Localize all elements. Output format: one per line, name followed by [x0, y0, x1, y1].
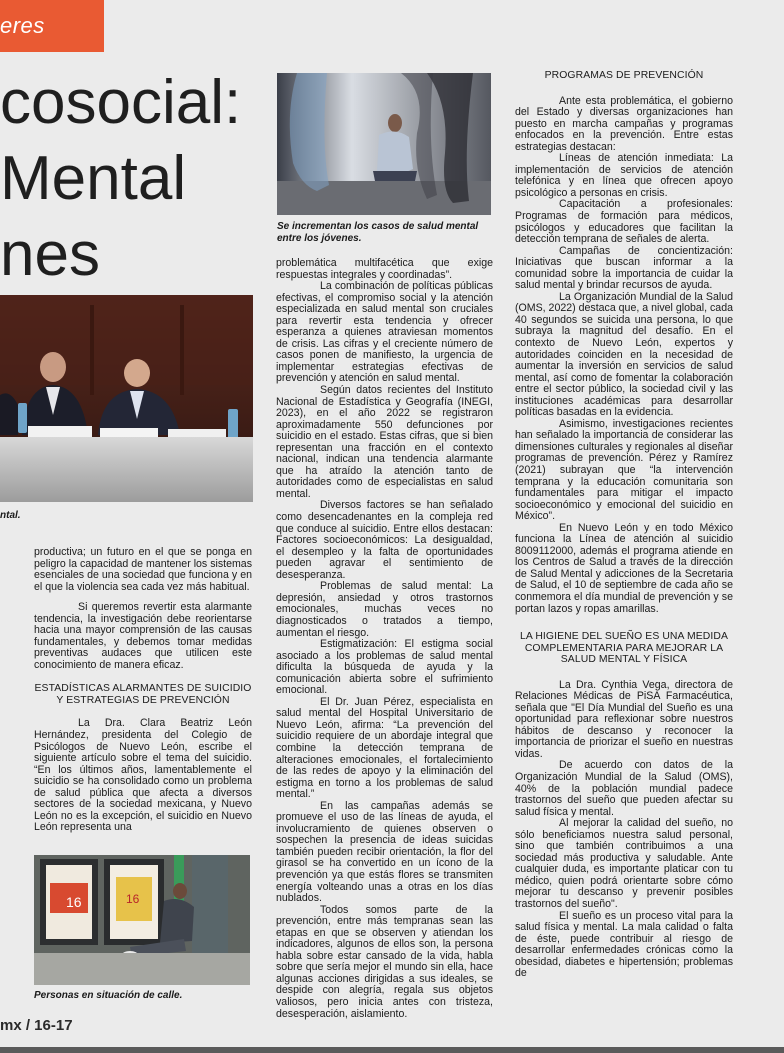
column-3 — [515, 70, 733, 980]
col1-paragraph: productiva; un futuro en el que se ponga en peligro la capacidad de mantener los sistemas esenciales de una sociedad que funciona y en el que la violencia sea cada vez más habitual. — [34, 546, 252, 593]
col1-paragraph: Si queremos revertir esta alarmante tendencia, la investigación debe reorientarse hacia una mayor comprensión de las causas fundamentales, y debemos tomar medidas preventivas audaces que utilicen este conocimiento de manera eficaz. — [34, 601, 252, 671]
street-photo-caption: Personas en situación de calle. — [34, 990, 183, 1001]
col3-paragraph: Líneas de atención inmediata: La implementación de servicios de atención telefónica y en línea que ofrecen apoyo psicológico a personas en crisis. — [515, 152, 733, 199]
col2-paragraph: Estigmatización: El estigma social asociado a los problemas de salud mental dificulta la búsqueda de ayuda y la comunicación abierta sobre el sufrimiento emocional. — [276, 638, 493, 697]
headline-line-1: cosocial: — [0, 68, 242, 137]
col2-paragraph: Todos somos parte de la prevención, entre más tempranas sean las etapas en que se observen y atiendan los indicadores, algunos de ellos son, la persona habla sobre estar cansado de la vida, habla sobre que sería mejor el mundo sin ella, hace algunas acciones dirigidas a sus ideales, se despide con alegría, regala sus objetos valiosos, pero inicia antes con tristeza, desesperación, aislamiento. — [276, 903, 493, 1020]
col3-paragraph: Capacitación a profesionales: Programas de formación para médicos, psicólogos y educadores que facilitan la detección temprana de señales de alerta. — [515, 198, 733, 246]
street-photo — [34, 855, 250, 985]
col2-paragraph: La combinación de políticas públicas efectivas, el compromiso social y la atención especializada en salud mental son cruciales para revertir esta tendencia y ofrecer esperanza a quienes atraviesan momentos de crisis. Las cifras y el creciente número de casos ponen de manifiesto, la urgencia de implementar estrategias efectivas de prevención y atención en salud mental. — [276, 280, 493, 385]
street-photo-image — [34, 855, 250, 985]
poster-number-2: 16 — [126, 892, 140, 906]
col2-paragraph: problemática multifacética que exige respuestas integrales y coordinadas”. — [276, 257, 493, 281]
section-tab-label: eres — [0, 13, 45, 38]
headline-line-3: nes — [0, 220, 100, 289]
col3-heading-2: LA HIGIENE DEL SUEÑO ES UNA MEDIDA COMPLEMENTARIA PARA MEJORAR LA SALUD MENTAL Y FÍSICA — [520, 631, 728, 666]
col2-paragraph: El Dr. Juan Pérez, especialista en salud mental del Hospital Universitario de Nuevo León, afirma: “La prevención del suicidio requiere de un abordaje integral que combine la detección temprana de alteraciones emocionales, el fortalecimiento de las redes de apoyo y la eliminación del estigma en torno a los problemas de salud mental.” — [276, 695, 493, 801]
headline-line-2: Mental — [0, 144, 187, 213]
col2-paragraph: Diversos factores se han señalado como desencadenantes en la compleja red que conduce al suicidio. Entre ellos destacan: Factores socioeconómicos: La desigualdad, el desempleo y la falta de oportunidades pueden agravar el sentimiento de desesperanza. — [276, 499, 493, 581]
poster-number: 16 — [66, 894, 82, 910]
col3-paragraph: La Dra. Cynthia Vega, directora de Relaciones Médicas de PiSA Farmacéutica, señala que "El Día Mundial del Sueño es una oportunidad para reflexionar sobre nuestros hábitos de descanso y reconocer la importancia de priorizar el sueño en nuestras vidas. — [515, 678, 733, 760]
col3-paragraph: Ante esta problemática, el gobierno del Estado y diversas organizaciones han puesto en marcha campañas y programas enfocados en la prevención. Entre estas estrategias destacan: — [515, 94, 733, 153]
panel-photo-caption: ntal. — [0, 510, 21, 521]
panel-photo-image — [0, 295, 253, 502]
col3-paragraph: De acuerdo con datos de la Organización Mundial de la Salud (OMS), 40% de la población mundial padece trastornos del sueño que pueden afectar su salud física y mental. — [515, 759, 733, 818]
page-folio: mx / 16-17 — [0, 1017, 73, 1034]
section-tab — [0, 0, 104, 52]
col3-paragraph: El sueño es un proceso vital para la salud física y mental. La mala calidad o falta de éste, puede contribuir al riesgo de desarrollar enfermedades crónicas como la obesidad, diabetes e hipertensión; problemas de — [515, 909, 733, 980]
column-2 — [276, 258, 493, 1020]
col3-heading-1: PROGRAMAS DE PREVENCIÓN — [544, 70, 704, 81]
col3-paragraph: Campañas de concientización: Iniciativas que buscan informar a la comunidad sobre la importancia de cuidar la salud mental y brindar recursos de ayuda. — [515, 244, 733, 292]
col2-paragraph: Problemas de salud mental: La depresión, ansiedad y otros trastornos emocionales, muchas veces no diagnosticados o tratados a tiempo, aumentan el riesgo. — [276, 580, 493, 639]
youth-photo-image — [277, 73, 491, 215]
col2-paragraph: En las campañas además se promueve el uso de las líneas de ayuda, el involucramiento de quienes observen o sospechen la presencia de ideas suicidas también pueden recibir orientación, la flor del girasol se ha convertido en un ícono de la prevención ya que estás flores se transmiten energía volteando unas a otras en los días nublados. — [276, 799, 493, 905]
col3-paragraph: Al mejorar la calidad del sueño, no sólo beneficiamos nuestra salud personal, sino que también contribuimos a una sociedad más productiva y saludable. Ante cualquier duda, es importante platicar con tu médico, quien podrá orientarte sobre cómo mejorar tu descanso y prevenir posibles trastornos del sueño". — [515, 817, 733, 910]
col3-paragraph: En Nuevo León y en todo México funciona la Línea de atención al suicidio 8009112000, además el programa atiende en los Centros de Salud a través de la dirección de Salud Mental y adicciones de la Secretaria de Salud, el 10 de septiembre de cada año se conmemora el día mundial de prevención y se portan lazos y ropas amarillas. — [515, 521, 733, 615]
youth-photo-caption: Se incrementan los casos de salud mental entre los jóvenes. — [277, 221, 479, 244]
panel-photo — [0, 295, 253, 502]
col3-paragraph: La Organización Mundial de la Salud (OMS, 2022) destaca que, a nivel global, cada 40 segundos se suicida una persona, lo que subraya la magnitud del desafío. En el contexto de Nuevo León, expertos y autoridades coinciden en la necesidad de aumentar la inversión en servicios de salud mental, así como de fomentar la colaboración entre el sector público, la sociedad civil y las instituciones académicas para desarrollar políticas basadas en la evidencia. — [515, 290, 733, 419]
col2-paragraph: Según datos recientes del Instituto Nacional de Estadística y Geografía (INEGI, 2023), en el año 2022 se registraron aproximadamente 550 defunciones por suicidio en el estado. Estas cifras, que si bien representan una fracción en el contexto nacional, indican una tendencia alarmante que ha atraído la atención tanto de autoridades como de especialistas en salud mental. — [276, 384, 493, 500]
col1-heading: ESTADÍSTICAS ALARMANTES DE SUICIDIO Y ESTRATEGIAS DE PREVENCIÓN — [34, 683, 252, 706]
column-1 — [34, 547, 252, 834]
youth-photo — [277, 73, 491, 215]
col1-paragraph: La Dra. Clara Beatriz León Hernández, presidenta del Colegio de Psicólogos de Nuevo León, escribe el siguiente artículo sobre el tema del suicidio. “En los últimos años, lamentablemente el suicidio se ha consolidado como un problema de salud pública que afecta a diversos sectores de la sociedad mexicana, y Nuevo León no es la excepción, el suicidio en Nuevo León representa una — [34, 717, 252, 834]
bottom-rule — [0, 1047, 784, 1053]
col3-paragraph: Asimismo, investigaciones recientes han señalado la importancia de considerar las dimensiones culturales y regionales al diseñar programas de prevención. Pérez y Ramírez (2021) subrayan que “la intervención temprana y la educación comunitaria son fundamentales para mitigar el impacto socioeconómico y emocional del suicidio en México”. — [515, 417, 733, 523]
